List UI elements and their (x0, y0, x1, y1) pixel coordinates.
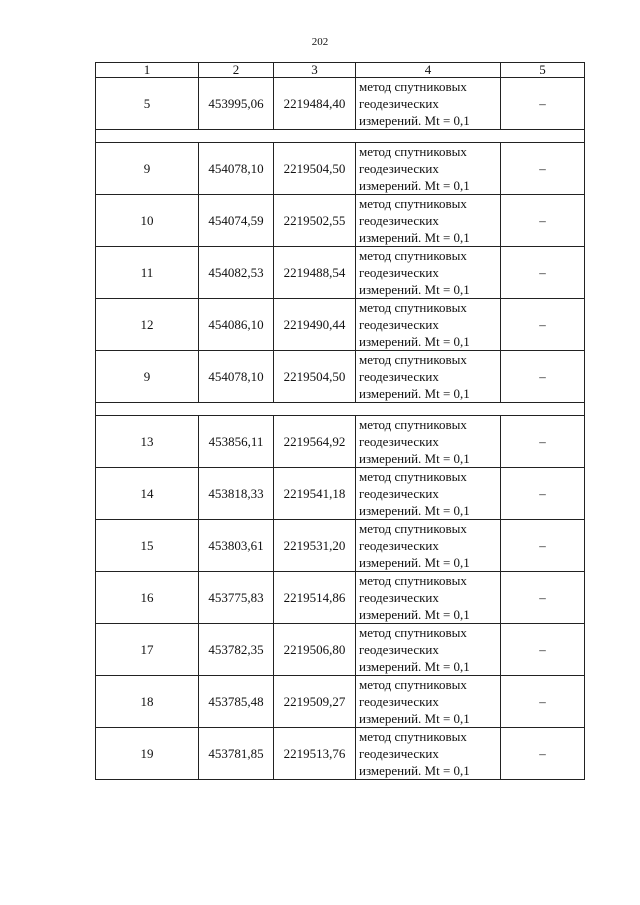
method-cell (356, 247, 501, 299)
x-coordinate-cell: 453856,11 (199, 416, 274, 468)
method-line: метод спутниковых (359, 573, 467, 588)
method-line: геодезических (359, 538, 439, 553)
point-cell: 14 (96, 468, 199, 520)
method-line: измерений. Mt = 0,1 (359, 503, 470, 518)
point-cell: 12 (96, 299, 199, 351)
point-cell: 18 (96, 676, 199, 728)
method-line: метод спутниковых (359, 79, 467, 94)
point-cell: 5 (96, 78, 199, 130)
x-coordinate-cell: 453781,85 (199, 728, 274, 780)
note-cell: – (501, 247, 585, 299)
point-cell: 11 (96, 247, 199, 299)
note-cell: – (501, 676, 585, 728)
table-row (96, 351, 585, 403)
method-line: геодезических (359, 96, 439, 111)
method-line: геодезических (359, 694, 439, 709)
table-row (96, 676, 585, 728)
method-line: геодезических (359, 746, 439, 761)
method-line: измерений. Mt = 0,1 (359, 451, 470, 466)
table-row (96, 299, 585, 351)
y-coordinate-cell: 2219504,50 (274, 351, 356, 403)
note-cell: – (501, 143, 585, 195)
method-line: геодезических (359, 265, 439, 280)
method-line: метод спутниковых (359, 352, 467, 367)
point-cell: 10 (96, 195, 199, 247)
table-row (96, 247, 585, 299)
method-line: метод спутниковых (359, 300, 467, 315)
method-line: метод спутниковых (359, 196, 467, 211)
method-cell (356, 299, 501, 351)
method-line: измерений. Mt = 0,1 (359, 607, 470, 622)
x-coordinate-cell: 453775,83 (199, 572, 274, 624)
note-cell: – (501, 572, 585, 624)
page-number: 202 (311, 36, 329, 48)
y-coordinate-cell: 2219506,80 (274, 624, 356, 676)
point-cell: 9 (96, 143, 199, 195)
method-line: измерений. Mt = 0,1 (359, 711, 470, 726)
column-header: 3 (274, 63, 356, 78)
method-cell (356, 728, 501, 780)
note-cell: – (501, 468, 585, 520)
method-line: метод спутниковых (359, 417, 467, 432)
y-coordinate-cell: 2219484,40 (274, 78, 356, 130)
y-coordinate-cell: 2219513,76 (274, 728, 356, 780)
method-cell (356, 624, 501, 676)
table-separator-row (96, 130, 585, 143)
note-cell: – (501, 728, 585, 780)
method-cell (356, 195, 501, 247)
point-cell: 16 (96, 572, 199, 624)
x-coordinate-cell: 454074,59 (199, 195, 274, 247)
note-cell: – (501, 299, 585, 351)
y-coordinate-cell: 2219490,44 (274, 299, 356, 351)
y-coordinate-cell: 2219531,20 (274, 520, 356, 572)
x-coordinate-cell: 453818,33 (199, 468, 274, 520)
note-cell: – (501, 195, 585, 247)
method-line: метод спутниковых (359, 729, 467, 744)
x-coordinate-cell: 453803,61 (199, 520, 274, 572)
coordinates-table (95, 62, 585, 780)
column-header: 4 (356, 63, 501, 78)
y-coordinate-cell: 2219502,55 (274, 195, 356, 247)
y-coordinate-cell: 2219514,86 (274, 572, 356, 624)
table-header-row (96, 63, 585, 78)
table-separator-row (96, 403, 585, 416)
table-row (96, 78, 585, 130)
y-coordinate-cell: 2219504,50 (274, 143, 356, 195)
x-coordinate-cell: 453995,06 (199, 78, 274, 130)
method-cell (356, 143, 501, 195)
table-row (96, 728, 585, 780)
method-line: геодезических (359, 486, 439, 501)
method-line: измерений. Mt = 0,1 (359, 230, 470, 245)
column-header: 2 (199, 63, 274, 78)
method-line: измерений. Mt = 0,1 (359, 659, 470, 674)
method-cell (356, 676, 501, 728)
table-row (96, 624, 585, 676)
method-line: геодезических (359, 161, 439, 176)
note-cell: – (501, 351, 585, 403)
method-line: метод спутниковых (359, 677, 467, 692)
column-header: 1 (96, 63, 199, 78)
method-line: геодезических (359, 213, 439, 228)
method-cell (356, 351, 501, 403)
column-header: 5 (501, 63, 585, 78)
method-line: геодезических (359, 369, 439, 384)
y-coordinate-cell: 2219488,54 (274, 247, 356, 299)
point-cell: 15 (96, 520, 199, 572)
method-line: метод спутниковых (359, 469, 467, 484)
y-coordinate-cell: 2219541,18 (274, 468, 356, 520)
method-line: измерений. Mt = 0,1 (359, 113, 470, 128)
method-line: измерений. Mt = 0,1 (359, 386, 470, 401)
table-row (96, 572, 585, 624)
x-coordinate-cell: 454082,53 (199, 247, 274, 299)
x-coordinate-cell: 454078,10 (199, 351, 274, 403)
table-row (96, 520, 585, 572)
note-cell: – (501, 624, 585, 676)
method-line: метод спутниковых (359, 521, 467, 536)
separator-cell (96, 403, 585, 416)
note-cell: – (501, 520, 585, 572)
x-coordinate-cell: 454078,10 (199, 143, 274, 195)
method-line: метод спутниковых (359, 625, 467, 640)
method-cell (356, 468, 501, 520)
method-line: измерений. Mt = 0,1 (359, 334, 470, 349)
method-line: измерений. Mt = 0,1 (359, 178, 470, 193)
method-line: измерений. Mt = 0,1 (359, 555, 470, 570)
x-coordinate-cell: 453782,35 (199, 624, 274, 676)
method-line: метод спутниковых (359, 248, 467, 263)
method-line: измерений. Mt = 0,1 (359, 763, 470, 778)
method-line: геодезических (359, 642, 439, 657)
method-cell (356, 572, 501, 624)
table-row (96, 143, 585, 195)
y-coordinate-cell: 2219509,27 (274, 676, 356, 728)
method-cell (356, 78, 501, 130)
note-cell: – (501, 78, 585, 130)
y-coordinate-cell: 2219564,92 (274, 416, 356, 468)
point-cell: 19 (96, 728, 199, 780)
method-line: метод спутниковых (359, 144, 467, 159)
note-cell: – (501, 416, 585, 468)
point-cell: 17 (96, 624, 199, 676)
method-line: геодезических (359, 317, 439, 332)
method-line: геодезических (359, 434, 439, 449)
method-cell (356, 416, 501, 468)
point-cell: 9 (96, 351, 199, 403)
x-coordinate-cell: 454086,10 (199, 299, 274, 351)
x-coordinate-cell: 453785,48 (199, 676, 274, 728)
method-cell (356, 520, 501, 572)
method-line: измерений. Mt = 0,1 (359, 282, 470, 297)
separator-cell (96, 130, 585, 143)
table-row (96, 195, 585, 247)
point-cell: 13 (96, 416, 199, 468)
method-line: геодезических (359, 590, 439, 605)
table-row (96, 468, 585, 520)
table-row (96, 416, 585, 468)
